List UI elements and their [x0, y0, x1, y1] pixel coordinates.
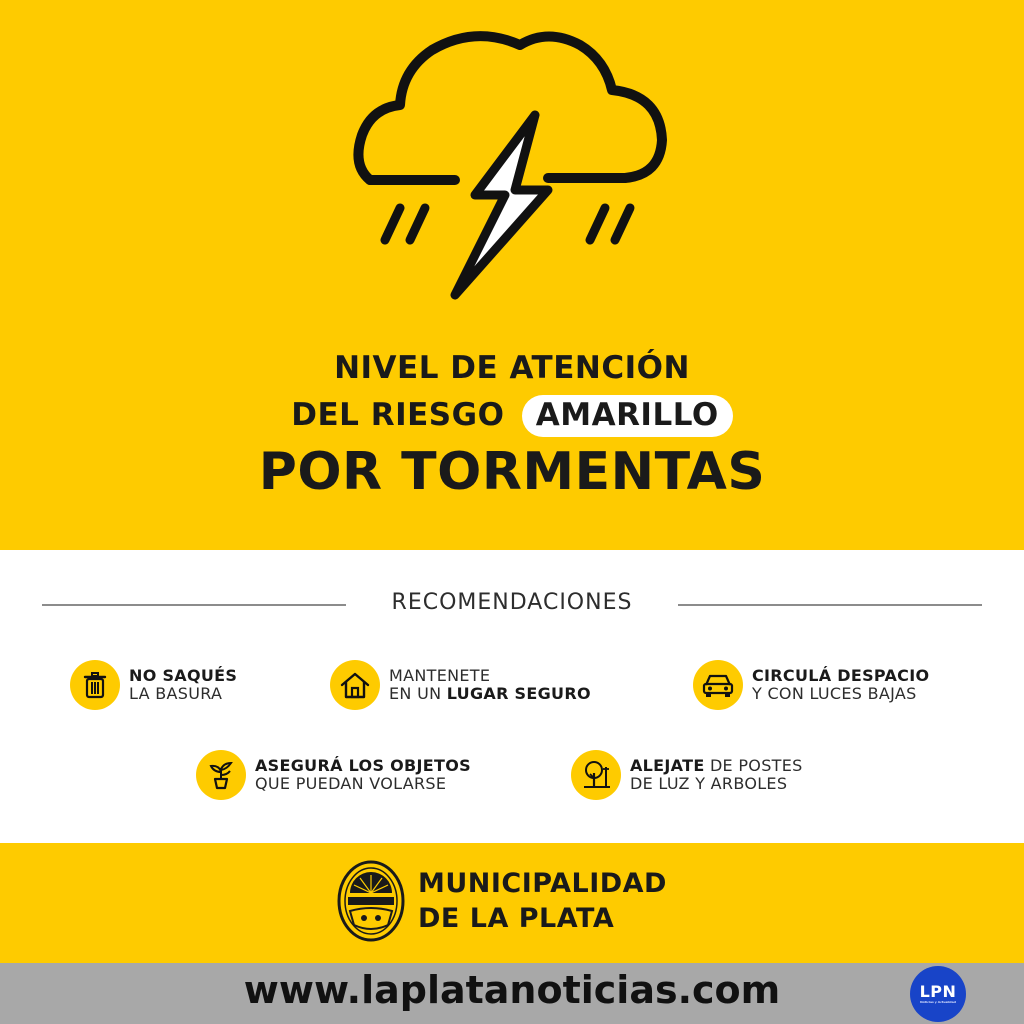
recommendation-text: Y CON LUCES BAJAS [752, 684, 917, 703]
recommendations-header [0, 590, 1024, 620]
potted-plant-icon [196, 750, 246, 800]
recommendations-title: RECOMENDACIONES [391, 590, 633, 615]
alert-line-3: POR TORMENTAS [258, 442, 766, 502]
tree-icon [571, 750, 621, 800]
lpn-logo [910, 966, 966, 1022]
recommendation-item [70, 660, 237, 710]
recommendation-text: QUE PUEDAN VOLARSE [255, 774, 447, 793]
recommendation-bold: NO SAQUÉS [129, 666, 238, 685]
alert-line-2-prefix: DEL RIESGO [291, 397, 505, 433]
recommendation-text: EN UN [389, 684, 442, 703]
recommendation-item [330, 660, 591, 710]
recommendation-item [196, 750, 471, 800]
recommendation-text: LA BASURA [129, 684, 223, 703]
recommendation-bold: CIRCULÁ DESPACIO [752, 666, 930, 685]
alert-line-1: NIVEL DE ATENCIÓN [334, 350, 690, 386]
lpn-logo-text: LPN [919, 981, 957, 1001]
lpn-logo-tagline: Noticias y Actualidad [920, 999, 956, 1004]
la-plata-seal-icon [336, 859, 406, 943]
alert-level-badge: AMARILLO [522, 395, 733, 437]
municipality-name-line-1: MUNICIPALIDAD [418, 868, 667, 899]
recommendation-text: DE LUZ Y ARBOLES [630, 774, 788, 793]
recommendation-bold: ALEJATE [630, 756, 705, 775]
trash-can-icon [70, 660, 120, 710]
recommendation-bold: LUGAR SEGURO [446, 684, 591, 703]
site-banner [0, 963, 1024, 1024]
municipality-name-line-2: DE LA PLATA [418, 903, 615, 934]
divider-left [42, 604, 346, 606]
recommendation-item [571, 750, 803, 800]
site-url-link[interactable]: www.laplatanoticias.com [243, 968, 781, 1012]
car-icon [693, 660, 743, 710]
municipality-footer [0, 843, 1024, 963]
house-icon [330, 660, 380, 710]
recommendation-text: MANTENETE [389, 666, 491, 685]
storm-cloud-lightning-icon [340, 10, 680, 310]
alert-line-2 [0, 395, 1024, 437]
recommendation-text: DE POSTES [709, 756, 803, 775]
recommendation-item [693, 660, 929, 710]
recommendation-bold: ASEGURÁ LOS OBJETOS [255, 756, 471, 775]
divider-right [678, 604, 982, 606]
